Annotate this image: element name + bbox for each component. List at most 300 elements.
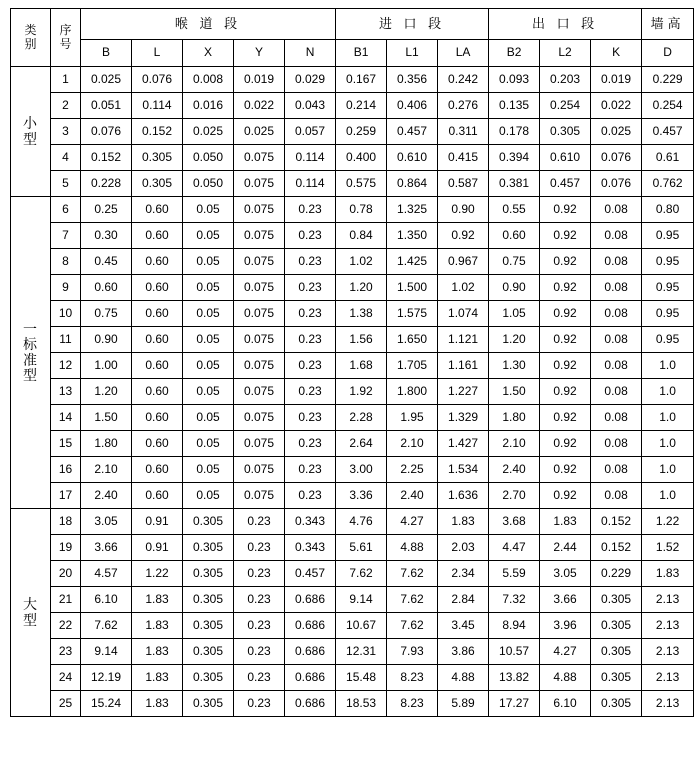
cell-K: 0.076	[591, 171, 642, 197]
cell-K: 0.08	[591, 301, 642, 327]
header-number-line2: 号	[59, 36, 72, 51]
row-number-cell: 17	[51, 483, 81, 509]
row-number-cell: 14	[51, 405, 81, 431]
cell-K: 0.022	[591, 93, 642, 119]
cell-B2: 1.50	[489, 379, 540, 405]
cell-L2: 0.92	[540, 301, 591, 327]
table-row	[11, 379, 694, 405]
header-col-X: X	[183, 40, 234, 67]
cell-L2: 0.457	[540, 171, 591, 197]
cell-N: 0.23	[285, 327, 336, 353]
cell-B2: 0.381	[489, 171, 540, 197]
cell-B: 0.30	[81, 223, 132, 249]
cell-Y: 0.075	[234, 405, 285, 431]
table-row	[11, 561, 694, 587]
cell-B2: 5.59	[489, 561, 540, 587]
header-number	[51, 9, 81, 67]
cell-L2: 0.254	[540, 93, 591, 119]
cell-B: 1.20	[81, 379, 132, 405]
cell-N: 0.23	[285, 353, 336, 379]
cell-X: 0.05	[183, 379, 234, 405]
cell-L1: 1.800	[387, 379, 438, 405]
cell-B1: 0.78	[336, 197, 387, 223]
cell-X: 0.305	[183, 691, 234, 717]
table-row	[11, 691, 694, 717]
cell-L1: 1.575	[387, 301, 438, 327]
cell-N: 0.686	[285, 639, 336, 665]
header-number-line1: 序	[59, 23, 72, 38]
cell-L2: 0.92	[540, 483, 591, 509]
cell-X: 0.305	[183, 535, 234, 561]
cell-B2: 7.32	[489, 587, 540, 613]
table-row	[11, 509, 694, 535]
cell-B1: 10.67	[336, 613, 387, 639]
row-number-cell: 9	[51, 275, 81, 301]
row-number-cell: 13	[51, 379, 81, 405]
cell-B1: 0.259	[336, 119, 387, 145]
cell-K: 0.08	[591, 223, 642, 249]
row-number-cell: 15	[51, 431, 81, 457]
cell-N: 0.23	[285, 405, 336, 431]
table-row	[11, 353, 694, 379]
cell-X: 0.305	[183, 561, 234, 587]
cell-B1: 3.36	[336, 483, 387, 509]
cell-L: 0.305	[132, 171, 183, 197]
cell-Y: 0.019	[234, 67, 285, 93]
table-row	[11, 327, 694, 353]
cell-B: 0.60	[81, 275, 132, 301]
cell-LA: 0.587	[438, 171, 489, 197]
cell-K: 0.08	[591, 327, 642, 353]
cell-LA: 0.276	[438, 93, 489, 119]
cell-Y: 0.23	[234, 587, 285, 613]
table-row	[11, 665, 694, 691]
cell-L1: 7.93	[387, 639, 438, 665]
cell-B2: 2.10	[489, 431, 540, 457]
category-char: 型	[23, 130, 38, 147]
cell-X: 0.05	[183, 327, 234, 353]
cell-X: 0.305	[183, 639, 234, 665]
cell-D: 0.95	[642, 223, 694, 249]
row-number-cell: 23	[51, 639, 81, 665]
cell-K: 0.025	[591, 119, 642, 145]
cell-LA: 0.92	[438, 223, 489, 249]
cell-B: 0.051	[81, 93, 132, 119]
cell-LA: 1.121	[438, 327, 489, 353]
table-row	[11, 405, 694, 431]
cell-L: 0.60	[132, 223, 183, 249]
cell-D: 2.13	[642, 639, 694, 665]
cell-B: 0.75	[81, 301, 132, 327]
cell-L2: 0.203	[540, 67, 591, 93]
cell-L1: 7.62	[387, 587, 438, 613]
cell-L: 0.60	[132, 431, 183, 457]
cell-D: 0.95	[642, 327, 694, 353]
cell-L1: 7.62	[387, 613, 438, 639]
category-cell	[11, 67, 51, 197]
row-number-cell: 12	[51, 353, 81, 379]
cell-D: 2.13	[642, 613, 694, 639]
cell-K: 0.08	[591, 483, 642, 509]
cell-D: 1.83	[642, 561, 694, 587]
cell-Y: 0.075	[234, 249, 285, 275]
cell-D: 1.52	[642, 535, 694, 561]
cell-L2: 4.27	[540, 639, 591, 665]
cell-L: 1.83	[132, 691, 183, 717]
category-char: 标	[23, 336, 38, 353]
cell-B2: 3.68	[489, 509, 540, 535]
row-number-cell: 20	[51, 561, 81, 587]
cell-K: 0.152	[591, 535, 642, 561]
cell-K: 0.08	[591, 431, 642, 457]
table-row	[11, 249, 694, 275]
cell-X: 0.05	[183, 275, 234, 301]
cell-LA: 0.967	[438, 249, 489, 275]
cell-L: 0.076	[132, 67, 183, 93]
cell-B2: 1.05	[489, 301, 540, 327]
table-row	[11, 613, 694, 639]
table-row	[11, 587, 694, 613]
header-category-line2: 别	[24, 36, 37, 51]
table-row	[11, 171, 694, 197]
cell-B1: 1.38	[336, 301, 387, 327]
cell-B2: 1.30	[489, 353, 540, 379]
cell-Y: 0.075	[234, 483, 285, 509]
table-row	[11, 67, 694, 93]
header-col-L: L	[132, 40, 183, 67]
header-col-B2: B2	[489, 40, 540, 67]
cell-L2: 0.92	[540, 379, 591, 405]
cell-B1: 1.92	[336, 379, 387, 405]
cell-X: 0.05	[183, 353, 234, 379]
cell-B2: 0.394	[489, 145, 540, 171]
cell-B1: 7.62	[336, 561, 387, 587]
header-col-B1: B1	[336, 40, 387, 67]
cell-LA: 1.161	[438, 353, 489, 379]
cell-LA: 1.534	[438, 457, 489, 483]
cell-L: 0.91	[132, 535, 183, 561]
cell-K: 0.08	[591, 457, 642, 483]
cell-B1: 15.48	[336, 665, 387, 691]
cell-B2: 10.57	[489, 639, 540, 665]
cell-L: 0.60	[132, 275, 183, 301]
cell-Y: 0.075	[234, 379, 285, 405]
cell-L1: 7.62	[387, 561, 438, 587]
cell-L2: 2.44	[540, 535, 591, 561]
header-col-L2: L2	[540, 40, 591, 67]
cell-L2: 1.83	[540, 509, 591, 535]
cell-N: 0.23	[285, 301, 336, 327]
cell-LA: 1.636	[438, 483, 489, 509]
cell-N: 0.23	[285, 249, 336, 275]
cell-L: 0.91	[132, 509, 183, 535]
category-char: 准	[23, 351, 38, 368]
cell-N: 0.23	[285, 483, 336, 509]
header-category-line1: 类	[24, 23, 37, 38]
cell-K: 0.305	[591, 587, 642, 613]
cell-N: 0.23	[285, 431, 336, 457]
cell-L: 0.152	[132, 119, 183, 145]
cell-L1: 0.406	[387, 93, 438, 119]
cell-L: 0.60	[132, 327, 183, 353]
header-col-D: D	[642, 40, 694, 67]
cell-N: 0.029	[285, 67, 336, 93]
cell-N: 0.043	[285, 93, 336, 119]
cell-N: 0.343	[285, 535, 336, 561]
category-char: 一	[23, 320, 38, 337]
cell-X: 0.05	[183, 431, 234, 457]
cell-L: 0.305	[132, 145, 183, 171]
cell-K: 0.305	[591, 613, 642, 639]
cell-L: 1.22	[132, 561, 183, 587]
cell-B1: 3.00	[336, 457, 387, 483]
cell-N: 0.686	[285, 613, 336, 639]
table-row	[11, 535, 694, 561]
header-col-B: B	[81, 40, 132, 67]
row-number-cell: 7	[51, 223, 81, 249]
cell-Y: 0.23	[234, 535, 285, 561]
table-row	[11, 639, 694, 665]
row-number-cell: 8	[51, 249, 81, 275]
cell-B2: 8.94	[489, 613, 540, 639]
cell-B: 7.62	[81, 613, 132, 639]
cell-N: 0.23	[285, 223, 336, 249]
cell-Y: 0.075	[234, 431, 285, 457]
cell-L1: 2.10	[387, 431, 438, 457]
cell-B1: 1.02	[336, 249, 387, 275]
document-page	[0, 8, 685, 771]
cell-X: 0.05	[183, 197, 234, 223]
cell-L1: 1.705	[387, 353, 438, 379]
cell-LA: 1.83	[438, 509, 489, 535]
cell-L1: 0.610	[387, 145, 438, 171]
cell-L: 0.60	[132, 353, 183, 379]
cell-Y: 0.075	[234, 353, 285, 379]
cell-L2: 3.05	[540, 561, 591, 587]
cell-K: 0.229	[591, 561, 642, 587]
cell-B1: 1.68	[336, 353, 387, 379]
cell-D: 0.762	[642, 171, 694, 197]
table-row	[11, 197, 694, 223]
header-group-outlet: 出 口 段	[489, 9, 642, 40]
cell-L: 0.60	[132, 457, 183, 483]
cell-B1: 18.53	[336, 691, 387, 717]
cell-Y: 0.23	[234, 639, 285, 665]
cell-L1: 1.350	[387, 223, 438, 249]
cell-B2: 0.90	[489, 275, 540, 301]
cell-K: 0.08	[591, 379, 642, 405]
cell-N: 0.686	[285, 691, 336, 717]
cell-B: 3.05	[81, 509, 132, 535]
table-row	[11, 275, 694, 301]
cell-B2: 0.60	[489, 223, 540, 249]
cell-K: 0.08	[591, 197, 642, 223]
cell-Y: 0.075	[234, 275, 285, 301]
cell-LA: 3.45	[438, 613, 489, 639]
cell-X: 0.05	[183, 249, 234, 275]
cell-Y: 0.23	[234, 665, 285, 691]
header-col-K: K	[591, 40, 642, 67]
cell-B: 1.80	[81, 431, 132, 457]
row-number-cell: 6	[51, 197, 81, 223]
row-number-cell: 25	[51, 691, 81, 717]
cell-N: 0.343	[285, 509, 336, 535]
header-group-row	[11, 9, 694, 40]
cell-D: 0.61	[642, 145, 694, 171]
cell-L1: 1.325	[387, 197, 438, 223]
cell-D: 1.0	[642, 379, 694, 405]
cell-X: 0.025	[183, 119, 234, 145]
cell-X: 0.05	[183, 223, 234, 249]
row-number-cell: 16	[51, 457, 81, 483]
cell-X: 0.05	[183, 405, 234, 431]
cell-B: 3.66	[81, 535, 132, 561]
header-category	[11, 9, 51, 67]
cell-L: 0.60	[132, 483, 183, 509]
cell-B2: 1.80	[489, 405, 540, 431]
row-number-cell: 10	[51, 301, 81, 327]
cell-N: 0.23	[285, 457, 336, 483]
cell-L2: 0.92	[540, 197, 591, 223]
cell-D: 0.457	[642, 119, 694, 145]
category-char: 型	[23, 366, 38, 383]
cell-L1: 0.864	[387, 171, 438, 197]
table-row	[11, 223, 694, 249]
cell-B: 0.152	[81, 145, 132, 171]
cell-X: 0.050	[183, 171, 234, 197]
cell-LA: 2.34	[438, 561, 489, 587]
cell-L2: 0.92	[540, 405, 591, 431]
cell-L: 1.83	[132, 639, 183, 665]
cell-B2: 0.093	[489, 67, 540, 93]
cell-L2: 0.92	[540, 457, 591, 483]
cell-D: 1.0	[642, 431, 694, 457]
cell-B2: 2.40	[489, 457, 540, 483]
cell-LA: 0.415	[438, 145, 489, 171]
cell-D: 0.229	[642, 67, 694, 93]
category-char: 大	[23, 596, 38, 613]
cell-Y: 0.23	[234, 509, 285, 535]
table-row	[11, 145, 694, 171]
header-column-row	[11, 40, 694, 67]
cell-Y: 0.075	[234, 223, 285, 249]
cell-L1: 2.40	[387, 483, 438, 509]
cell-B1: 5.61	[336, 535, 387, 561]
cell-B2: 2.70	[489, 483, 540, 509]
cell-K: 0.08	[591, 405, 642, 431]
cell-B: 0.90	[81, 327, 132, 353]
cell-L1: 4.88	[387, 535, 438, 561]
cell-L: 1.83	[132, 587, 183, 613]
cell-Y: 0.23	[234, 691, 285, 717]
cell-N: 0.457	[285, 561, 336, 587]
specification-table	[10, 8, 694, 717]
cell-Y: 0.075	[234, 145, 285, 171]
cell-LA: 0.90	[438, 197, 489, 223]
cell-Y: 0.075	[234, 457, 285, 483]
cell-L1: 1.425	[387, 249, 438, 275]
cell-B1: 0.84	[336, 223, 387, 249]
cell-D: 1.0	[642, 483, 694, 509]
cell-L2: 4.88	[540, 665, 591, 691]
header-col-N: N	[285, 40, 336, 67]
cell-LA: 1.074	[438, 301, 489, 327]
cell-D: 1.22	[642, 509, 694, 535]
cell-Y: 0.23	[234, 561, 285, 587]
cell-D: 1.0	[642, 405, 694, 431]
cell-K: 0.08	[591, 275, 642, 301]
cell-N: 0.114	[285, 145, 336, 171]
cell-L2: 0.92	[540, 249, 591, 275]
cell-N: 0.686	[285, 665, 336, 691]
cell-Y: 0.075	[234, 171, 285, 197]
cell-LA: 3.86	[438, 639, 489, 665]
cell-B: 15.24	[81, 691, 132, 717]
cell-L1: 0.457	[387, 119, 438, 145]
cell-B1: 4.76	[336, 509, 387, 535]
cell-B: 0.228	[81, 171, 132, 197]
cell-N: 0.23	[285, 379, 336, 405]
cell-X: 0.008	[183, 67, 234, 93]
header-group-wallheight: 墙高	[642, 9, 694, 40]
cell-B: 0.45	[81, 249, 132, 275]
cell-X: 0.305	[183, 613, 234, 639]
header-col-Y: Y	[234, 40, 285, 67]
header-col-L1: L1	[387, 40, 438, 67]
cell-B2: 1.20	[489, 327, 540, 353]
cell-L1: 0.356	[387, 67, 438, 93]
cell-LA: 0.242	[438, 67, 489, 93]
cell-B2: 4.47	[489, 535, 540, 561]
cell-Y: 0.022	[234, 93, 285, 119]
table-header	[11, 9, 694, 67]
cell-Y: 0.025	[234, 119, 285, 145]
category-char: 小	[23, 115, 38, 132]
cell-Y: 0.075	[234, 197, 285, 223]
cell-LA: 1.427	[438, 431, 489, 457]
cell-D: 0.80	[642, 197, 694, 223]
row-number-cell: 4	[51, 145, 81, 171]
table-row	[11, 457, 694, 483]
cell-L2: 6.10	[540, 691, 591, 717]
cell-K: 0.305	[591, 691, 642, 717]
cell-L: 0.114	[132, 93, 183, 119]
cell-B: 4.57	[81, 561, 132, 587]
cell-LA: 2.03	[438, 535, 489, 561]
cell-L1: 8.23	[387, 665, 438, 691]
cell-D: 1.0	[642, 457, 694, 483]
cell-B: 0.025	[81, 67, 132, 93]
cell-X: 0.305	[183, 509, 234, 535]
cell-K: 0.08	[591, 249, 642, 275]
cell-B: 0.25	[81, 197, 132, 223]
cell-N: 0.23	[285, 197, 336, 223]
row-number-cell: 2	[51, 93, 81, 119]
cell-B2: 0.55	[489, 197, 540, 223]
cell-K: 0.08	[591, 353, 642, 379]
cell-B1: 0.167	[336, 67, 387, 93]
cell-L1: 1.95	[387, 405, 438, 431]
cell-L: 0.60	[132, 197, 183, 223]
cell-N: 0.23	[285, 275, 336, 301]
cell-B: 1.50	[81, 405, 132, 431]
cell-L: 0.60	[132, 249, 183, 275]
header-group-throat: 喉 道 段	[81, 9, 336, 40]
cell-B1: 0.400	[336, 145, 387, 171]
cell-L2: 0.92	[540, 353, 591, 379]
cell-B2: 13.82	[489, 665, 540, 691]
cell-L2: 3.96	[540, 613, 591, 639]
